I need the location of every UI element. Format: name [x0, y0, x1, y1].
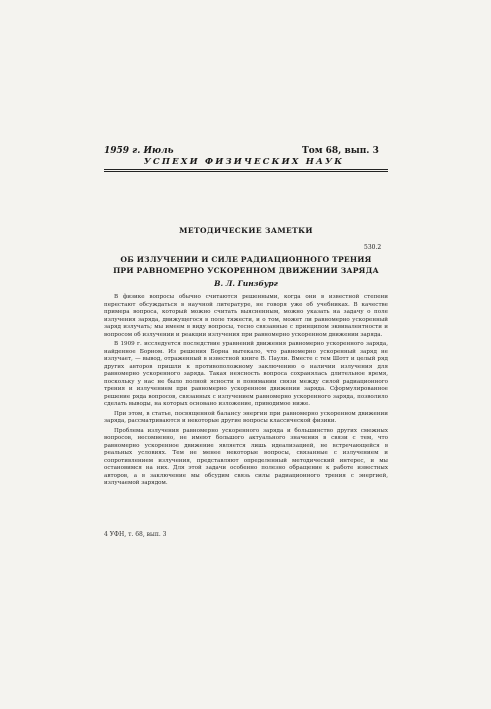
issue-date: 1959 г. Июль	[104, 146, 174, 156]
page-footer: 4 УФН, т. 68, вып. 3	[104, 531, 167, 538]
journal-title: УСПЕХИ ФИЗИЧЕСКИХ НАУК	[143, 157, 345, 167]
article-title-line-2: ПРИ РАВНОМЕРНО УСКОРЕННОМ ДВИЖЕНИИ ЗАРЯДА	[113, 266, 379, 275]
paragraph: В физике вопросы обычно считаются решенными, когда они в известной степени перестают обсуждаться в научной литературе, не говоря уже об учебниках. В качестве примера вопроса, который можно считать выясненным, можно указать на задачу о поле излучения заряда, движущегося в поле тяжести, и о том, может ли равномерно ускоренный заряд излучать; мы имеем в виду вопросы, тесно связанные с принципом эквивалентности и вопросом об излучении и реакции излучения при равномерно ускоренном движении заряда.	[104, 294, 388, 338]
paragraph: При этом, в статье, посвященной балансу энергии при равномерно ускоренном движении заряда, рассматриваются и некоторые другие вопросы классической физики.	[104, 410, 388, 424]
paragraph: Проблема излучения равномерно ускоренного заряда и большинство других смежных вопросов, несомненно, не имеют большого актуального значения в связи с тем, что равномерно ускоренное движение является лишь идеализацией, не встречающейся в реальных условиях. Тем не менее некоторые вопросы, связанные с излучением и сопротивлением излучения, представляют определенный методический интерес, и мы остановимся на них. Для этой задачи особенно полезно обращение к работе известных авторов, а в заключение мы обсудим связь силы радиационного трения с энергией, излучаемой зарядом.	[104, 427, 388, 486]
header-rule-top	[104, 169, 388, 170]
article-title-line-1: ОБ ИЗЛУЧЕНИИ И СИЛЕ РАДИАЦИОННОГО ТРЕНИЯ	[120, 255, 372, 264]
article-author: В. Л. Гинзбург	[214, 279, 278, 288]
paragraph: В 1909 г. исследуется последствие уравнений движения равномерно ускоренного заряда, найденное Борном. Из решения Борна вытекало, что равномерно ускоренный заряд не излучает, — вывод, отраженный в известной книге В. Паули. Вместе с тем Шотт и целый ряд других авторов пришли к противоположному заключению о наличии излучения для равномерно ускоренного заряда. Такая неясность вопроса сохранялась длительное время, поскольку у нас не было полной ясности в понимании связи между силой радиационного трения и излучением при равномерно ускоренном движении заряда. Сформулированное решение ряда вопросов, связанных с излучением равномерно ускоренного заряда, позволило сделать выводы, на которых основано изложение, приводимое ниже.	[104, 341, 388, 407]
header-rule-bottom	[104, 171, 388, 172]
article-title	[104, 254, 388, 276]
volume-number: Том 68, вып. 3	[302, 146, 379, 156]
section-heading: МЕТОДИЧЕСКИЕ ЗАМЕТКИ	[179, 226, 313, 235]
udk-code: 530.2	[364, 244, 382, 251]
article-body	[104, 294, 388, 490]
